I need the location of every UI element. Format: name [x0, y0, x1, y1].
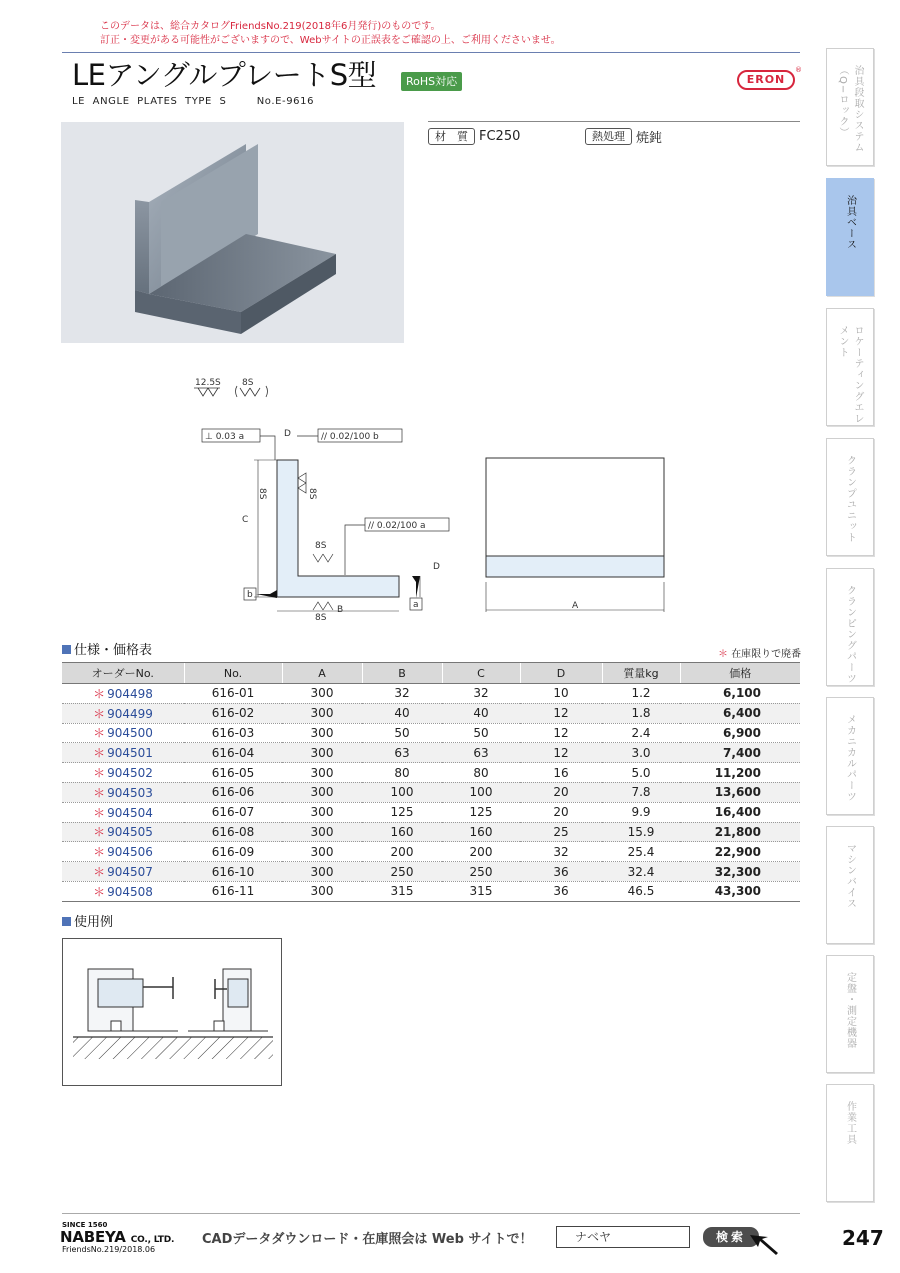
table-row: [62, 842, 800, 862]
example-section-title: [62, 915, 113, 931]
finish-left: 8S: [257, 488, 267, 500]
price-cell: 21,800: [680, 822, 800, 842]
price-cell: 13,600: [680, 782, 800, 802]
product-photo: [61, 122, 404, 343]
order-number: 904505: [107, 825, 153, 840]
price-cell: 6,900: [680, 723, 800, 743]
table-row: [62, 723, 800, 743]
title-rule: [62, 52, 800, 53]
col-a: A: [282, 663, 362, 684]
order-number-cell: [62, 743, 184, 763]
asterisk-icon: ＊: [93, 785, 106, 800]
model-number-cell: 616-01: [184, 684, 282, 704]
mass-cell: 32.4: [602, 862, 680, 882]
roughness-a-label: 12.5S: [195, 378, 221, 388]
dim-c-cell: 250: [442, 862, 520, 882]
footer-search-button[interactable]: 検索: [703, 1227, 759, 1247]
datum-b: b: [247, 590, 253, 600]
parallelism-a-tolerance: // 0.02/100 a: [368, 521, 426, 531]
dim-a-cell: 300: [282, 802, 362, 822]
order-number-cell: [62, 881, 184, 901]
dim-a-cell: 300: [282, 842, 362, 862]
asterisk-icon: ＊: [93, 825, 106, 840]
angle-plate-image: [61, 122, 404, 343]
usage-example-drawing: [63, 939, 281, 1085]
mass-cell: 2.4: [602, 723, 680, 743]
brand-suffix: CO., LTD.: [130, 1235, 175, 1245]
table-row: [62, 881, 800, 901]
asterisk-icon: ＊: [93, 845, 106, 860]
order-number-cell: [62, 763, 184, 783]
model-number-cell: 616-03: [184, 723, 282, 743]
asterisk-icon: ＊: [93, 746, 106, 761]
dim-d-cell: 36: [520, 862, 602, 882]
logo-registered-mark: ®: [795, 66, 802, 74]
order-number: 904506: [107, 845, 153, 860]
dim-C-label: C: [242, 515, 249, 525]
finish-right: 8S: [307, 488, 317, 500]
dim-c-cell: 50: [442, 723, 520, 743]
table-row: [62, 862, 800, 882]
dim-a-cell: 300: [282, 822, 362, 842]
dim-b-cell: 250: [362, 862, 442, 882]
dim-d-cell: 20: [520, 782, 602, 802]
dim-b-cell: 100: [362, 782, 442, 802]
dim-c-cell: 32: [442, 684, 520, 704]
model-number-cell: 616-10: [184, 862, 282, 882]
col-c: C: [442, 663, 520, 684]
dim-d-cell: 25: [520, 822, 602, 842]
usage-example-figure: [62, 938, 282, 1086]
mass-cell: 5.0: [602, 763, 680, 783]
order-number: 904507: [107, 865, 153, 880]
mass-cell: 7.8: [602, 782, 680, 802]
perpendicularity-tolerance: ⊥ 0.03 a: [205, 432, 245, 442]
model-number-cell: 616-04: [184, 743, 282, 763]
dim-b-cell: 315: [362, 881, 442, 901]
asterisk-icon: ＊: [93, 805, 106, 820]
order-number-cell: [62, 822, 184, 842]
model-number-cell: 616-05: [184, 763, 282, 783]
data-notice: [100, 20, 561, 48]
dim-c-cell: 125: [442, 802, 520, 822]
dim-c-cell: 315: [442, 881, 520, 901]
section-marker-icon: [62, 917, 71, 926]
side-tab[interactable]: 作業工具: [826, 1084, 874, 1202]
dim-d-cell: 36: [520, 881, 602, 901]
dim-b-cell: 63: [362, 743, 442, 763]
footer-rule: [62, 1213, 800, 1214]
dim-a-cell: 300: [282, 703, 362, 723]
price-cell: 6,100: [680, 684, 800, 704]
heat-treatment-row: [585, 127, 662, 145]
side-tab[interactable]: クランプユニット: [826, 438, 874, 556]
section-marker-icon: [62, 645, 71, 654]
table-row: [62, 802, 800, 822]
page-title: LEアングルプレートS型: [72, 58, 377, 92]
finish-bottom: 8S: [315, 613, 327, 623]
order-number-cell: [62, 862, 184, 882]
col-d: D: [520, 663, 602, 684]
model-number-cell: 616-08: [184, 822, 282, 842]
notice-line-2: 訂正・変更がある可能性がございますので、Webサイトの正誤表をご確認の上、ご利用くださいませ。: [100, 35, 561, 46]
dim-a-cell: 300: [282, 684, 362, 704]
footer-brand: [60, 1228, 174, 1246]
order-number: 904499: [107, 706, 153, 721]
dim-D-label: D: [284, 429, 291, 439]
mass-cell: 46.5: [602, 881, 680, 901]
dim-b-cell: 80: [362, 763, 442, 783]
dim-B-label: B: [337, 605, 344, 615]
dim-c-cell: 200: [442, 842, 520, 862]
cursor-arrow-icon: [748, 1233, 784, 1257]
dim-d-cell: 12: [520, 743, 602, 763]
table-row: [62, 743, 800, 763]
spec-rule: [428, 121, 800, 122]
product-subtitle: LE ANGLE PLATES TYPE S No.E-9616: [72, 96, 315, 107]
order-number: 904503: [107, 785, 153, 800]
dim-a-cell: 300: [282, 862, 362, 882]
asterisk-icon: ＊: [93, 726, 106, 741]
mass-cell: 9.9: [602, 802, 680, 822]
footer-cad-text: CADデータダウンロード・在庫照会は Web サイトで！: [202, 1232, 533, 1247]
dim-d-cell: 32: [520, 842, 602, 862]
order-number-cell: [62, 684, 184, 704]
side-tab[interactable]: マシンバイス: [826, 826, 874, 944]
col-price: 価格: [680, 663, 800, 684]
order-number: 904508: [107, 884, 153, 899]
mass-cell: 1.2: [602, 684, 680, 704]
dim-d-cell: 12: [520, 703, 602, 723]
side-tab[interactable]: クランピングパーツ: [826, 568, 874, 686]
order-number-cell: [62, 782, 184, 802]
eron-logo: ERON: [737, 70, 795, 90]
model-number-cell: 616-02: [184, 703, 282, 723]
order-number-cell: [62, 802, 184, 822]
table-row: [62, 822, 800, 842]
price-cell: 7,400: [680, 743, 800, 763]
dim-d-cell: 10: [520, 684, 602, 704]
col-no: No.: [184, 663, 282, 684]
dim-b-cell: 32: [362, 684, 442, 704]
footer-friends: FriendsNo.219/2018.06: [62, 1245, 156, 1254]
order-number: 904502: [107, 766, 153, 781]
example-title-text: 使用例: [74, 915, 114, 930]
side-tab[interactable]: 定盤・測定機器: [826, 955, 874, 1073]
order-number-cell: [62, 842, 184, 862]
model-number-cell: 616-11: [184, 881, 282, 901]
order-number-cell: [62, 723, 184, 743]
dim-c-cell: 80: [442, 763, 520, 783]
table-header-row: [62, 663, 800, 684]
price-cell: 22,900: [680, 842, 800, 862]
order-number: 904501: [107, 746, 153, 761]
notice-line-1: このデータは、総合カタログFriendsNo.219(2018年6月発行)のものです。: [100, 21, 441, 32]
mass-cell: 3.0: [602, 743, 680, 763]
price-cell: 6,400: [680, 703, 800, 723]
side-tab[interactable]: ロケーティングエレメント: [826, 308, 874, 426]
asterisk-icon: ＊: [93, 766, 106, 781]
spec-section-title: [62, 643, 152, 659]
order-number: 904500: [107, 726, 153, 741]
side-tab[interactable]: メカニカルパーツ: [826, 697, 874, 815]
dim-d-cell: 16: [520, 763, 602, 783]
datum-a: a: [413, 600, 419, 610]
col-order-no: オーダーNo.: [62, 663, 184, 684]
dim-c-cell: 63: [442, 743, 520, 763]
price-cell: 32,300: [680, 862, 800, 882]
asterisk-icon: ＊: [718, 649, 728, 660]
material-row: [428, 127, 520, 145]
parallelism-b-tolerance: // 0.02/100 b: [321, 432, 379, 442]
side-tab[interactable]: 治具ベース: [826, 178, 874, 296]
heat-treatment-value: 焼鈍: [636, 130, 663, 146]
dim-b-cell: 160: [362, 822, 442, 842]
asterisk-icon: ＊: [93, 865, 106, 880]
dim-A-label: A: [572, 601, 579, 611]
col-mass: 質量kg: [602, 663, 680, 684]
spec-title-text: 仕様・価格表: [74, 643, 153, 658]
finish-top: 8S: [315, 541, 327, 551]
table-row: [62, 703, 800, 723]
dim-a-cell: 300: [282, 743, 362, 763]
material-label: 材 質: [428, 128, 475, 145]
mass-cell: 1.8: [602, 703, 680, 723]
order-number: 904498: [107, 686, 153, 701]
order-number: 904504: [107, 805, 153, 820]
spec-price-table: [62, 662, 800, 902]
dim-a-cell: 300: [282, 782, 362, 802]
mass-cell: 15.9: [602, 822, 680, 842]
footer-search-box[interactable]: ナベヤ: [556, 1226, 690, 1248]
dim-a-cell: 300: [282, 881, 362, 901]
rohs-badge: RoHS対応: [401, 72, 462, 91]
material-value: FC250: [479, 128, 521, 144]
dim-b-cell: 40: [362, 703, 442, 723]
asterisk-icon: ＊: [93, 884, 106, 899]
model-number-cell: 616-09: [184, 842, 282, 862]
asterisk-icon: ＊: [93, 706, 106, 721]
mass-cell: 25.4: [602, 842, 680, 862]
footer-since: SINCE 1560: [62, 1221, 108, 1229]
dim-a-cell: 300: [282, 763, 362, 783]
heat-treatment-label: 熱処理: [585, 128, 632, 145]
price-cell: 11,200: [680, 763, 800, 783]
discontinued-note: [718, 645, 801, 660]
dim-b-cell: 200: [362, 842, 442, 862]
dim-D2-label: D: [433, 562, 440, 572]
price-cell: 43,300: [680, 881, 800, 901]
dim-d-cell: 20: [520, 802, 602, 822]
model-number-cell: 616-06: [184, 782, 282, 802]
dim-c-cell: 160: [442, 822, 520, 842]
table-row: [62, 763, 800, 783]
technical-drawing: [180, 370, 680, 630]
dim-d-cell: 12: [520, 723, 602, 743]
col-b: B: [362, 663, 442, 684]
side-tab[interactable]: 治具段取システム（Q−ロック）: [826, 48, 874, 166]
dim-c-cell: 40: [442, 703, 520, 723]
dim-c-cell: 100: [442, 782, 520, 802]
roughness-b-label: 8S: [242, 378, 254, 388]
dim-b-cell: 50: [362, 723, 442, 743]
table-row: [62, 684, 800, 704]
page-number: 247: [842, 1226, 884, 1250]
asterisk-icon: ＊: [93, 686, 106, 701]
dimension-drawing: [180, 370, 680, 630]
dim-a-cell: 300: [282, 723, 362, 743]
order-number-cell: [62, 703, 184, 723]
table-row: [62, 782, 800, 802]
price-cell: 16,400: [680, 802, 800, 822]
brand-name: NABEYA: [60, 1228, 126, 1246]
model-number-cell: 616-07: [184, 802, 282, 822]
discontinued-note-text: 在庫限りで廃番: [731, 649, 802, 660]
dim-b-cell: 125: [362, 802, 442, 822]
